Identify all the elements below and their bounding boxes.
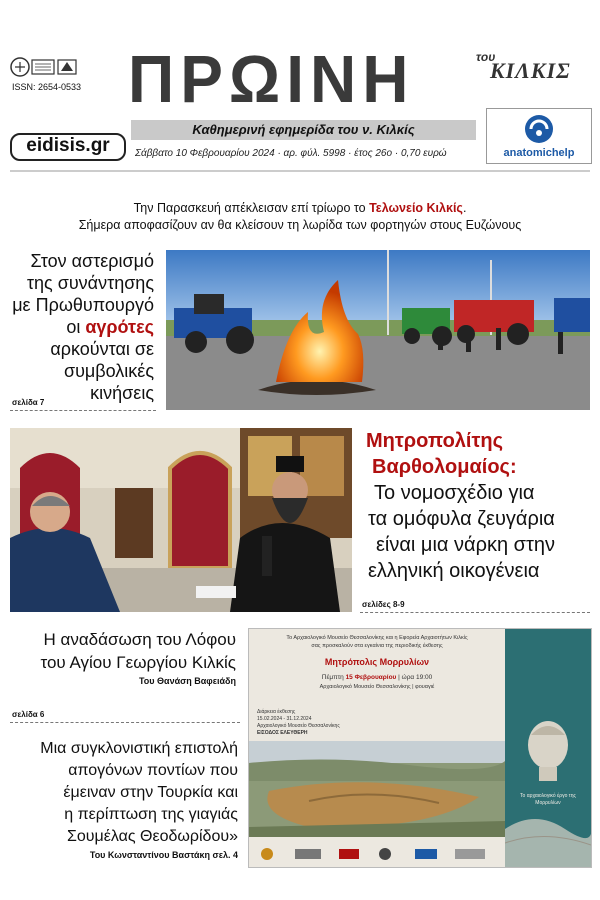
metropolitan-page-ref: σελίδες 8-9 [362, 600, 405, 609]
letter-line: Σουμέλας Θεοδωρίδου» [66, 828, 238, 845]
farmers-line: Στον αστερισμό [30, 251, 154, 271]
issn: ISSN: 2654-0533 [12, 82, 82, 92]
poster-date-pre: Πέμπτη [321, 674, 346, 681]
letter-line: απογόνων ποντίων που [68, 762, 238, 779]
poster-date-highlight: 15 Φεβρουαρίου [345, 674, 397, 681]
farmers-line: της συνάντησης [26, 273, 154, 293]
farmers-text: οι [66, 317, 86, 337]
poster-header-2: σας προσκαλούν στα εγκαίνια της περιοδικής έκθεσης [311, 643, 443, 649]
reforest-rule [10, 722, 240, 723]
reforest-line: του Αγίου Γεωργίου Κιλκίς [40, 653, 236, 672]
reforest-page-ref: σελίδα 6 [12, 710, 45, 719]
poster-header-1: Το Αρχαιολογικό Μουσείο Θεσσαλονίκης και η Εφορεία Αρχαιοτήτων Κιλκίς [286, 635, 468, 641]
sculpture-head-icon [505, 709, 591, 789]
metropolitan-line: ελληνική οικογένεια [368, 560, 540, 582]
letter-line: η περίπτωση της γιαγιάς [64, 806, 238, 823]
metropolitan-line: τα ομόφυλα ζευγάρια [368, 508, 555, 530]
poster-info-line: Αρχαιολογικό Μουσείο Θεσσαλονίκης [257, 723, 340, 729]
poster-title: Μητρόπολις Μορρυλίων [324, 657, 430, 667]
farmers-page-ref: σελίδα 7 [12, 398, 45, 407]
metropolitan-line: Το νομοσχέδιο για [374, 482, 535, 504]
poster-date [255, 674, 499, 681]
title-city: ΚΙΛΚΙΣ [490, 58, 571, 83]
newspaper-subtitle: Καθημερινή εφημερίδα του ν. Κιλκίς [131, 120, 476, 140]
farmers-headline[interactable] [10, 250, 154, 404]
sponsor-logo[interactable] [486, 108, 592, 164]
metropolitan-photo [10, 428, 352, 612]
poster-sponsor-logos [255, 845, 499, 863]
metropolitan-line: είναι μια νάρκη στην [376, 534, 555, 556]
farmers-highlight: αγρότες [85, 317, 154, 337]
website-badge[interactable] [10, 133, 126, 161]
farmers-line: αρκούνται σε [50, 339, 154, 359]
letter-headline[interactable] [10, 738, 238, 860]
reforest-line: Η αναδάσωση του Λόφου [43, 630, 236, 649]
poster-info-line: Διάρκεια έκθεσης [257, 709, 296, 715]
lead-line-2: Σήμερα αποφασίζουν αν θα κλείσουν τη λωρίδα των φορτηγών στους Ευζώνους [78, 218, 522, 232]
sponsor-logo-text: anatomichelp [503, 147, 575, 159]
reforest-byline: Του Θανάση Βαφειάδη [138, 676, 236, 686]
poster-map-illustration [505, 799, 591, 867]
poster-landscape-photo [249, 741, 505, 837]
lead-highlight: Τελωνείο Κιλκίς [369, 201, 463, 215]
issue-dateline: Σάββατο 10 Φεβρουαρίου 2024 · αρ. φύλ. 5998 · έτος 26ο · 0,70 ευρώ [135, 148, 447, 159]
publisher-logos [10, 56, 78, 78]
metropolitan-name: Βαρθολομαίος: [372, 456, 517, 478]
letter-line: έμειναν στην Τουρκία και [63, 784, 238, 801]
farmers-line: συμβολικές κινήσεις [63, 361, 154, 403]
farmers-line [10, 316, 154, 338]
poster-date-post: | ώρα 19:00 [396, 674, 433, 681]
metropolitan-name: Μητροπολίτης [366, 430, 504, 452]
masthead-divider [10, 170, 590, 172]
reforest-headline[interactable] [10, 628, 236, 686]
lead-line-1 [10, 200, 590, 217]
poster-info-line: ΕΙΣΟΔΟΣ ΕΛΕΥΘΕΡΗ [257, 730, 308, 736]
metropolitan-headline[interactable] [360, 428, 592, 584]
poster-venue: Αρχαιολογικό Μουσείο Θεσσαλονίκης | φουαγιέ [319, 684, 435, 690]
letter-line: Μια συγκλονιστική επιστολή [40, 740, 238, 757]
lead-text-post: . [462, 201, 467, 215]
poster-info [257, 709, 377, 737]
newspaper-title: ΠΡΩΙΝΗ [128, 41, 415, 117]
metropolitan-rule [360, 612, 590, 613]
letter-byline: Του Κωνσταντίνου Βαστάκη σελ. 4 [89, 850, 238, 860]
title-tou: του [476, 50, 496, 64]
farmers-line: με Πρωθυπουργό [12, 295, 154, 315]
exhibition-poster[interactable] [248, 628, 592, 868]
lead-text-pre: Την Παρασκευή απέκλεισαν επί τρίωρο το [133, 201, 370, 215]
website-text: eidisis.gr [26, 135, 110, 156]
farmers-rule [10, 410, 156, 411]
poster-info-line: 15.02.2024 - 31.12.2024 [257, 716, 312, 722]
farmers-photo [166, 250, 590, 410]
poster-side-caption: Το αρχαιολογικό έργο της Μορρυλίων [520, 793, 576, 806]
